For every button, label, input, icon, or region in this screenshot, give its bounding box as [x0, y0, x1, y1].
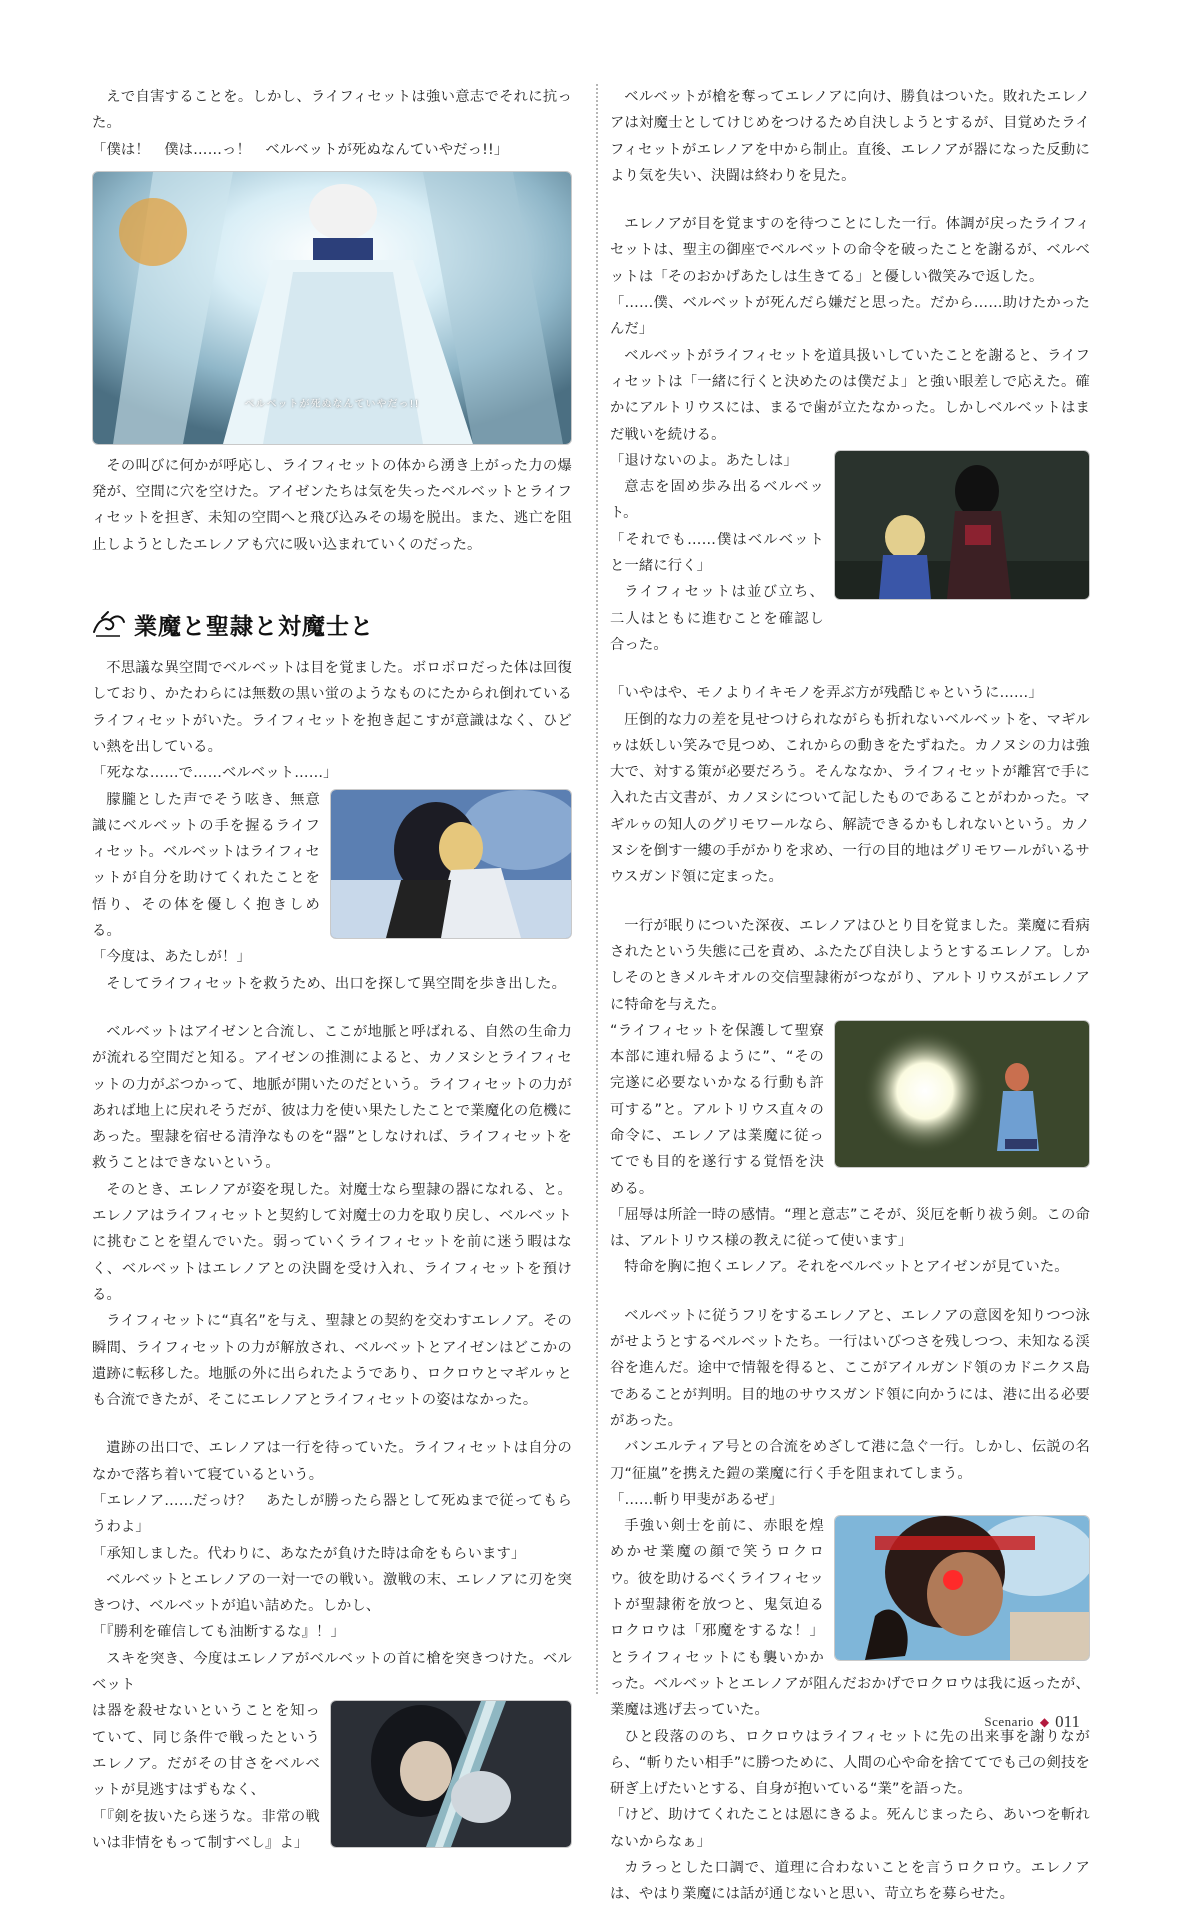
paragraph: その叫びに何かが呼応し、ライフィセットの体から湧き上がった力の爆発が、空間に穴を空けた。アイゼンたちは気を失ったベルベットとライフィセットを担ぎ、未知の空間へと飛び込みその場を脱出。また、逃亡を阻止しようとしたエレノアも穴に吸い込まれていくのだった。 — [92, 457, 572, 553]
dialogue-line: 「エレノア……だっけ？ あたしが勝ったら器として死ぬまで従ってもらうわよ」 — [92, 1492, 572, 1536]
dialogue-line: 「承知しました。代わりに、あなたが負けた時は命をもらいます」 — [92, 1545, 526, 1562]
section-heading — [92, 608, 572, 641]
paragraph: ベルベットがライフィセットを道具扱いしていたことを謝ると、ライフィセットは「一緒に行くと決めたのは僕だよ」と強い眼差しで応えた。確かにアルトリウスには、まるで歯が立たなかった。しかしベルベットはまだ戦いを続ける。 — [610, 347, 1090, 443]
dialogue-line: 「けど、助けてくれたことは恩にきるよ。死んじまったら、あいつを斬れないからなぁ」 — [610, 1807, 1090, 1850]
paragraph: そのとき、エレノアが姿を現した。対魔士なら聖隷の器になれる、と。エレノアはライフィセットと契約して対魔士の力を取り戻し、ベルベットに挑むことを望んでいた。弱っていくライフィセットを前に迷う暇はなく、ベルベットはエレノアとの決闘を受け入れ、ライフィセットを預ける。 — [92, 1181, 572, 1303]
paragraph: えで自害することを。しかし、ライフィセットは強い意志でそれに抗った。 — [92, 89, 572, 132]
dialogue-line: 「『勝利を確信しても油断するな』！」 — [92, 1624, 345, 1641]
dialogue-line: 「それでも……僕はベルベットと一緒に行く」 — [610, 531, 824, 575]
page-number: 011 — [1055, 1712, 1080, 1731]
paragraph: カラっとした口調で、道理に合わないことを言うロクロウ。エレノアは、やはり業魔には話が通じないと思い、苛立ちを募らせた。 — [610, 1860, 1090, 1903]
dialogue-line: 「いやはや、モノよりイキモノを弄ぶ方が残酷じゃというに……」 — [610, 685, 1043, 702]
screenshot-night-pair — [834, 450, 1090, 600]
screenshot-rokurou — [834, 1515, 1090, 1661]
page-footer — [984, 1712, 1080, 1732]
column-divider — [596, 84, 598, 1694]
screenshot-caption: ベルベットが死ぬなんていやだっ!! — [244, 398, 420, 410]
dialogue-line: 「死なな……で……ベルベット……」 — [92, 765, 338, 782]
section-title: 業魔と聖隷と対魔士と — [134, 613, 374, 641]
screenshot-light-burst — [92, 171, 572, 445]
paragraph: ベルベットとエレノアの一対一での戦い。激戦の末、エレノアに刃を突きつけ、ベルベットが追い詰めた。しかし、 — [92, 1571, 572, 1615]
screenshot-spear-duel — [330, 1700, 572, 1848]
diamond-arrow-icon: ◆ — [1039, 1714, 1050, 1729]
dialogue-line: 「『剣を抜いたら迷うな。非常の戦いは非情をもって制すべし』よ」 — [92, 1808, 320, 1851]
paragraph: 不思議な異空間でベルベットは目を覚ました。ボロボロだった体は回復しており、かたわらには無数の黒い蛍のようなものにたかられ倒れているライフィセットがいた。ライフィセットを抱き起こすが意識はなく、ひどい熱を出している。 — [92, 660, 572, 755]
screenshot-embrace — [330, 789, 572, 939]
paragraph: バンエルティア号との合流をめざして港に急ぐ一行。しかし、伝説の名刀“征嵐”を携えた鎧の業魔に行く手を阻まれてしまう。 — [610, 1439, 1090, 1482]
paragraph: 手強い剣士を前に、赤眼を煌めかせ業魔の顔で笑うロクロウ。彼を助けるべくライフィセットが聖隷術を放つと、鬼気迫るロクロウは「邪魔をするな！」とライフィセットにも襲いかかった。ベルベットとエレノアが阻んだおかげでロクロウは我に返ったが、業魔は逃げ去っていた。 — [610, 1518, 1090, 1719]
dialogue-line: 「……僕、ベルベットが死んだら嫌だと思った。だから……助けたかったんだ」 — [610, 295, 1090, 338]
dialogue-line: 「僕は！ 僕は……っ！ ベルベットが死ぬなんていやだっ!!」 — [92, 141, 509, 158]
paragraph: 朦朧とした声でそう呟き、無意識にベルベットの手を握るライフィセット。ベルベットはライフィセットが自分を助けてくれたことを悟り、その体を優しく抱きしめる。 — [92, 791, 320, 940]
ornament-icon — [92, 610, 126, 640]
screenshot-light-orb — [834, 1020, 1090, 1168]
paragraph: 遺跡の出口で、エレノアは一行を待っていた。ライフィセットは自分のなかで落ち着いて寝ているという。 — [92, 1440, 572, 1483]
paragraph: 特命を胸に抱くエレノア。それをベルベットとアイゼンが見ていた。 — [624, 1259, 1069, 1276]
dialogue-line: 「今度は、あたしが！」 — [92, 949, 251, 966]
paragraph: エレノアが目を覚ますのを待つことにした一行。体調が戻ったライフィセットは、聖主の御座でベルベットの命令を破ったことを謝るが、ベルベットは「そのおかげあたしは生きてる」と優しい微笑みで返した。 — [610, 216, 1090, 285]
paragraph: スキを突き、今度はエレノアがベルベットの首に槍を突きつけた。ベルベット — [92, 1650, 572, 1694]
paragraph: ライフィセットは並び立ち、二人はともに進むことを確認し合った。 — [610, 584, 824, 653]
paragraph: ライフィセットに“真名”を与え、聖隷との契約を交わすエレノア。その瞬間、ライフィセットの力が解放され、ベルベットとアイゼンはどこかの遺跡に転移した。地脈の外に出られたようであり、ロクロウとマギルゥとも合流できたが、そこにエレノアとライフィセットの姿はなかった。 — [92, 1313, 572, 1409]
dialogue-line: 「屈辱は所詮一時の感情。“理と意志”こそが、災厄を斬り祓う剣。この命は、アルトリウス様の教えに従って使います」 — [610, 1206, 1090, 1250]
paragraph: “ライフィセットを保護して聖寮本部に連れ帰るように”、“その完遂に必要ないかなる行動も許可する”と。アルトリウス直々の命令に、エレノアは業魔に従ってでも目的を遂行する覚悟を決める。 — [610, 1022, 824, 1197]
dialogue-line: 「……斬り甲斐があるぜ」 — [610, 1491, 783, 1508]
paragraph: そしてライフィセットを救うため、出口を探して異空間を歩き出した。 — [106, 975, 567, 992]
paragraph: ベルベットはアイゼンと合流し、ここが地脈と呼ばれる、自然の生命力が流れる空間だと知る。アイゼンの推測によると、カノヌシとライフィセットの力がぶつかって、地脈が開いたのだという。ライフィセットの力があれば地上に戻れそうだが、彼は力を使い果たしたことで業魔化の危機にあった。聖隷を宿せる清浄なものを“器”としなければ、ライフィセットを救うことはできないという。 — [92, 1023, 572, 1172]
right-column — [610, 84, 1090, 1908]
paragraph: ひと段落ののち、ロクロウはライフィセットに先の出来事を謝りながら、“斬りたい相手”に勝つために、人間の心や命を捨ててでも己の剣技を研ぎ上げたいとする、自身が抱いている“業”を語った。 — [610, 1728, 1090, 1798]
paragraph: 一行が眠りについた深夜、エレノアはひとり目を覚ました。業魔に看病されたという失態に己を責め、ふたたび自決しようとするエレノア。しかしそのときメルキオルの交信聖隷術がつながり、アルトリウスがエレノアに特命を与えた。 — [610, 917, 1090, 1013]
dialogue-line: 「退けないのよ。あたしは」 — [610, 452, 798, 469]
footer-label: Scenario — [984, 1714, 1034, 1729]
paragraph: ベルベットに従うフリをするエレノアと、エレノアの意図を知りつつ泳がせようとするベルベットたち。一行はいびつさを残しつつ、未知なる渓谷を進んだ。途中で情報を得ると、ここがアイルガンド領のカドニクス島であることが判明。目的地のサウスガンド領に向かうには、港に出る必要があった。 — [610, 1307, 1090, 1429]
left-column — [92, 84, 572, 1856]
paragraph: ベルベットが槍を奪ってエレノアに向け、勝負はついた。敗れたエレノアは対魔士としてけじめをつけるため自決しようとするが、目覚めたライフィセットがエレノアを中から制止。直後、エレノアが器になった反動により気を失い、決闘は終わりを見た。 — [610, 89, 1090, 184]
paragraph: 圧倒的な力の差を見せつけられながらも折れないベルベットを、マギルゥは妖しい笑みで見つめ、これからの動きをたずねた。カノヌシの力は強大で、対する策が必要だろう。そんななか、ライフィセットが離宮で手に入れた古文書が、カノヌシについて記したものであることがわかった。マギルゥの知人のグリモワールなら、解読できるかもしれないという。カノヌシを倒す一縷の手がかりを求め、一行の目的地はグリモワールがいるサウスガンド領に定まった。 — [610, 711, 1090, 886]
paragraph: 意志を固め歩み出るベルベット。 — [610, 479, 824, 522]
paragraph: は器を殺せないということを知っていて、同じ条件で戦ったというエレノア。だがその甘さをベルベットが見逃すはずもなく、 — [92, 1703, 320, 1799]
